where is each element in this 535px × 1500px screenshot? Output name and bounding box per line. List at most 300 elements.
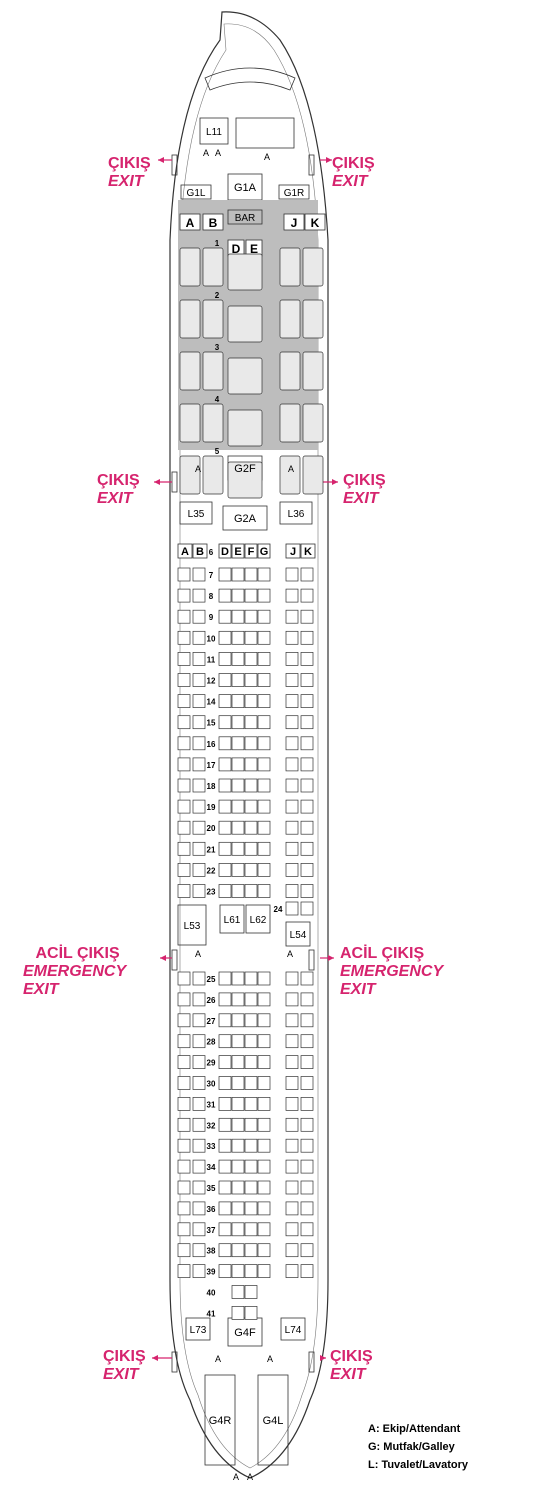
eco-row-35: 35 [206,1184,216,1193]
eco-seat-24-K [301,902,313,915]
galley-g2a-label: G2A [233,513,257,525]
eco-seat-7-c0 [219,568,231,581]
eco-seat-19-c3 [258,800,270,813]
arrow-rear-left-head [152,1355,158,1361]
eco-seat-23-c1 [232,885,244,898]
arrow-mid1-right-head [332,479,338,485]
eco-seat-19-A [178,800,190,813]
eco-seat-37-c3 [258,1223,270,1236]
exit-rear-left [103,1348,146,1384]
eco-seat-21-A [178,842,190,855]
exit-front-right-en: EXIT [332,173,368,190]
eco-seat-40-c0 [232,1286,244,1299]
eco-seat-21-J [286,842,298,855]
galley-g1l-label: G1L [186,188,206,199]
door-emergency-left [172,950,177,970]
eco-seat-26-K [301,993,313,1006]
eco-seat-35-K [301,1181,313,1194]
eco-row-16: 16 [206,739,216,749]
eco-seat-16-B [193,737,205,750]
arrow-emergency-right-head [328,955,334,961]
eco-seat-16-c1 [232,737,244,750]
eco-seat-31-c3 [258,1097,270,1110]
eco-seat-25-c0 [219,972,231,985]
eco-seat-21-c1 [232,842,244,855]
business-seat-2-0 [180,300,200,338]
eco-seat-25-c1 [232,972,244,985]
exit-front-left [108,155,151,191]
eco-seat-41-c0 [232,1306,244,1319]
eco-seat-20-J [286,821,298,834]
eco-seat-23-K [301,885,313,898]
eco-row-33: 33 [206,1142,216,1152]
bar-label: BAR [234,213,256,224]
eco-seat-12-J [286,674,298,687]
exit-rear-right-en: EXIT [330,1366,366,1383]
eco-row-11: 11 [206,655,216,665]
eco-seat-17-c0 [219,758,231,771]
eco-seat-12-c1 [232,674,244,687]
eco-seat-32-K [301,1118,313,1131]
eco-seat-32-c1 [232,1118,244,1131]
eco-seat-14-c0 [219,695,231,708]
eco-row-20: 20 [206,824,216,834]
eco-seat-20-c2 [245,821,257,834]
exit-mid1-right-en: EXIT [343,490,379,507]
business-letter-E: E [249,242,259,256]
eco-seat-11-K [301,652,313,665]
business-seat-1-0 [180,248,200,286]
eco-seat-16-c3 [258,737,270,750]
eco-seat-33-J [286,1139,298,1152]
eco-row-6: 6 [208,548,214,557]
eco-seat-31-K [301,1097,313,1110]
eco-row-17: 17 [206,760,216,770]
eco-seat-12-c2 [245,674,257,687]
eco-seat-35-A [178,1181,190,1194]
eco-seat-37-K [301,1223,313,1236]
lav-l61-label: L61 [223,915,241,926]
business-letter-B: B [208,216,218,230]
eco-seat-34-J [286,1160,298,1173]
eco-seat-38-c0 [219,1244,231,1257]
eco-row-36: 36 [206,1204,216,1214]
business-seat-2-2 [280,300,300,338]
eco-seat-24-J [286,902,298,915]
business-row-2: 2 [214,291,220,300]
eco-seat-9-J [286,610,298,623]
eco-seat-19-c1 [232,800,244,813]
legend-lavatory: L: Tuvalet/Lavatory [368,1459,469,1471]
business-seat-1-1 [203,248,223,286]
eco-seat-9-c2 [245,610,257,623]
lav-l53-label: L53 [183,921,201,932]
eco-seat-18-B [193,779,205,792]
eco-seat-21-c2 [245,842,257,855]
exit-mid1-left-en: EXIT [97,490,133,507]
eco-seat-21-K [301,842,313,855]
eco-seat-8-J [286,589,298,602]
eco-seat-22-c0 [219,863,231,876]
eco-seat-16-c2 [245,737,257,750]
arrow-front-left-head [158,157,164,163]
eco-seat-8-c2 [245,589,257,602]
eco-seat-10-c2 [245,631,257,644]
eco-row-37: 37 [206,1225,216,1235]
attendant-l11-b: A [214,148,222,158]
eco-seat-11-c1 [232,652,244,665]
eco-seat-29-A [178,1056,190,1069]
eco-seat-31-c2 [245,1097,257,1110]
eco-seat-33-c0 [219,1139,231,1152]
eco-seat-37-c2 [245,1223,257,1236]
eco-seat-34-A [178,1160,190,1173]
eco-seat-23-c3 [258,885,270,898]
eco-seat-8-B [193,589,205,602]
eco-seat-20-K [301,821,313,834]
lav-l35-label: L35 [187,509,205,520]
eco-seat-28-c0 [219,1035,231,1048]
business-seat-2-3 [303,300,323,338]
eco-seat-29-c2 [245,1056,257,1069]
exit-front-left-tr: ÇIKIŞ [108,155,151,172]
eco-seat-12-c3 [258,674,270,687]
legend-galley: G: Mutfak/Galley [368,1441,455,1453]
eco-seat-9-c3 [258,610,270,623]
business-seat-4-2 [280,404,300,442]
eco-seat-11-c2 [245,652,257,665]
eco-seat-12-A [178,674,190,687]
exit-emergency-right-en2: EXIT [340,981,376,998]
eco-seat-28-c1 [232,1035,244,1048]
eco-seat-38-A [178,1244,190,1257]
eco-seat-38-B [193,1244,205,1257]
eco-seat-35-c1 [232,1181,244,1194]
eco-seat-9-c0 [219,610,231,623]
eco-row-32: 32 [206,1121,216,1131]
eco-seat-31-J [286,1097,298,1110]
business-seat-1-2 [280,248,300,286]
eco-seat-14-B [193,695,205,708]
eco-seat-29-c3 [258,1056,270,1069]
eco-seat-22-c1 [232,863,244,876]
eco-seat-33-K [301,1139,313,1152]
exit-rear-right-tr: ÇIKIŞ [330,1348,373,1365]
business-seat-5-2 [280,456,300,494]
eco-row-39: 39 [206,1267,216,1277]
eco-seat-36-c3 [258,1202,270,1215]
eco-seat-30-c3 [258,1077,270,1090]
eco-seat-25-c2 [245,972,257,985]
eco-seat-7-K [301,568,313,581]
eco-seat-19-B [193,800,205,813]
eco-seat-39-B [193,1265,205,1278]
legend [368,1420,468,1474]
eco-seat-39-A [178,1265,190,1278]
eco-seat-25-B [193,972,205,985]
business-letter-D: D [231,242,241,256]
business-letter-A: A [185,216,195,230]
exit-front-right-tr: ÇIKIŞ [332,155,375,172]
eco-seat-33-c1 [232,1139,244,1152]
eco-seat-7-c2 [245,568,257,581]
door-mid1-left [172,472,177,492]
exit-mid1-right-tr: ÇIKIŞ [343,472,386,489]
eco-seat-17-B [193,758,205,771]
eco-seat-17-J [286,758,298,771]
legend-attendant: A: Ekip/Attendant [368,1423,461,1435]
eco-seat-15-K [301,716,313,729]
eco-seat-37-A [178,1223,190,1236]
cockpit-windows [205,68,295,90]
lav-l74-label: L74 [284,1325,302,1336]
eco-seat-8-c1 [232,589,244,602]
eco-seat-15-c3 [258,716,270,729]
attendant-g2f-right: A [287,464,295,474]
business-seat-3-2 [280,352,300,390]
eco-seat-7-J [286,568,298,581]
eco-seat-26-c3 [258,993,270,1006]
exit-mid1-left-tr: ÇIKIŞ [97,472,140,489]
eco-seat-14-K [301,695,313,708]
arrow-mid1-left-head [154,479,160,485]
attendant-g4l: A [266,1354,274,1364]
eco-seat-19-K [301,800,313,813]
eco-seat-22-c3 [258,863,270,876]
exit-emergency-right [340,945,443,999]
eco-seat-28-A [178,1035,190,1048]
eco-row-31: 31 [206,1100,216,1110]
lav-l11-label: L11 [206,127,222,138]
business-seat-center-3 [228,358,262,394]
business-seat-5-0 [180,456,200,494]
eco-seat-26-B [193,993,205,1006]
galley-g4l-label: G4L [262,1415,284,1427]
eco-seat-18-c0 [219,779,231,792]
business-seat-5-1 [203,456,223,494]
eco-seat-10-B [193,631,205,644]
eco-seat-20-c1 [232,821,244,834]
attendant-aft-a: A [232,1472,240,1482]
eco-seat-7-c3 [258,568,270,581]
eco-seat-22-A [178,863,190,876]
eco-seat-14-c1 [232,695,244,708]
eco-letter-A: A [181,546,189,558]
eco-seat-20-c0 [219,821,231,834]
eco-seat-17-c2 [245,758,257,771]
eco-row-41: 41 [206,1309,216,1319]
eco-seat-10-c1 [232,631,244,644]
eco-row-30: 30 [206,1079,216,1089]
eco-seat-27-J [286,1014,298,1027]
eco-seat-34-K [301,1160,313,1173]
attendant-l53: A [194,949,202,959]
attendant-l54: A [286,949,294,959]
eco-seat-30-c2 [245,1077,257,1090]
eco-seat-31-c1 [232,1097,244,1110]
eco-seat-15-c1 [232,716,244,729]
eco-seat-26-J [286,993,298,1006]
eco-seat-33-B [193,1139,205,1152]
eco-seat-27-c3 [258,1014,270,1027]
eco-seat-19-J [286,800,298,813]
eco-letter-J: J [289,546,297,558]
exit-emergency-right-tr: ACİL ÇIKIŞ [340,945,425,962]
eco-seat-36-A [178,1202,190,1215]
eco-seat-9-B [193,610,205,623]
exit-emergency-right-en: EMERGENCY [340,963,444,980]
eco-row-40: 40 [206,1288,216,1298]
exit-rear-right [330,1348,373,1384]
eco-seat-34-c3 [258,1160,270,1173]
galley-g4r-label: G4R [208,1415,232,1427]
eco-seat-10-A [178,631,190,644]
eco-seat-29-J [286,1056,298,1069]
exit-rear-left-tr: ÇIKIŞ [103,1348,146,1365]
eco-seat-34-c2 [245,1160,257,1173]
eco-seat-34-c0 [219,1160,231,1173]
eco-seat-19-c2 [245,800,257,813]
eco-seat-35-c0 [219,1181,231,1194]
eco-seat-11-A [178,652,190,665]
eco-seat-35-c3 [258,1181,270,1194]
eco-seat-15-c0 [219,716,231,729]
eco-row-9: 9 [208,613,214,623]
eco-seat-37-c0 [219,1223,231,1236]
eco-seat-10-J [286,631,298,644]
eco-seat-14-c3 [258,695,270,708]
eco-seat-32-A [178,1118,190,1131]
eco-seat-27-c1 [232,1014,244,1027]
eco-seat-37-B [193,1223,205,1236]
eco-seat-27-B [193,1014,205,1027]
eco-row-7: 7 [208,571,214,580]
eco-row-28: 28 [206,1037,216,1047]
exit-emergency-left-en: EMERGENCY [23,963,127,980]
eco-seat-8-A [178,589,190,602]
eco-seat-23-c0 [219,885,231,898]
business-seat-4-0 [180,404,200,442]
eco-row-8: 8 [208,592,214,602]
business-seat-4-3 [303,404,323,442]
attendant-front-center: A [263,152,271,162]
eco-seat-27-c2 [245,1014,257,1027]
eco-seat-7-A [178,568,190,581]
business-seat-3-1 [203,352,223,390]
business-seat-2-1 [203,300,223,338]
exit-emergency-left-en2: EXIT [23,981,59,998]
eco-seat-28-B [193,1035,205,1048]
eco-row-15: 15 [206,718,216,728]
eco-seat-22-J [286,863,298,876]
eco-seat-14-c2 [245,695,257,708]
eco-seat-17-A [178,758,190,771]
business-row-1: 1 [214,239,220,248]
eco-seat-29-c0 [219,1056,231,1069]
eco-seat-20-c3 [258,821,270,834]
attendant-g4r: A [214,1354,222,1364]
eco-seat-32-c0 [219,1118,231,1131]
eco-seat-7-B [193,568,205,581]
eco-row-25: 25 [206,975,216,984]
exit-mid1-right [343,472,386,508]
business-letter-K: K [310,216,320,230]
eco-seat-38-c1 [232,1244,244,1257]
business-seat-center-1 [228,254,262,290]
eco-seat-25-J [286,972,298,985]
eco-seat-34-B [193,1160,205,1173]
eco-seat-32-J [286,1118,298,1131]
eco-seat-32-c3 [258,1118,270,1131]
eco-seat-37-J [286,1223,298,1236]
eco-seat-26-c1 [232,993,244,1006]
business-seat-center-2 [228,306,262,342]
eco-seat-23-c2 [245,885,257,898]
eco-seat-23-B [193,885,205,898]
galley-g1r-label: G1R [283,188,305,199]
eco-letter-K: K [304,546,312,558]
eco-seat-18-J [286,779,298,792]
eco-seat-35-c2 [245,1181,257,1194]
lav-l73-label: L73 [189,1325,207,1336]
eco-seat-16-K [301,737,313,750]
eco-row-23: 23 [206,887,216,897]
exit-mid1-left [97,472,140,508]
eco-seat-38-K [301,1244,313,1257]
eco-seat-21-c0 [219,842,231,855]
eco-seat-9-K [301,610,313,623]
eco-seat-36-c2 [245,1202,257,1215]
eco-seat-10-c3 [258,631,270,644]
eco-seat-29-B [193,1056,205,1069]
eco-seat-15-A [178,716,190,729]
exit-front-left-en: EXIT [108,173,144,190]
eco-letter-D: D [221,546,229,558]
eco-seat-30-c0 [219,1077,231,1090]
eco-seat-36-K [301,1202,313,1215]
eco-seat-23-A [178,885,190,898]
business-seat-4-1 [203,404,223,442]
attendant-aft-b: A [246,1472,254,1482]
eco-seat-40-c1 [245,1286,257,1299]
eco-seat-38-c3 [258,1244,270,1257]
eco-seat-22-c2 [245,863,257,876]
lav-l54-label: L54 [289,930,307,941]
eco-row-12: 12 [206,676,216,686]
eco-seat-28-c3 [258,1035,270,1048]
eco-seat-33-c3 [258,1139,270,1152]
business-seat-5-3 [303,456,323,494]
eco-seat-9-A [178,610,190,623]
eco-seat-18-K [301,779,313,792]
eco-seat-17-K [301,758,313,771]
eco-seat-39-c3 [258,1265,270,1278]
eco-seat-15-J [286,716,298,729]
eco-seat-10-K [301,631,313,644]
eco-seat-16-J [286,737,298,750]
eco-seat-8-K [301,589,313,602]
eco-letter-E: E [234,546,242,558]
eco-row-10: 10 [206,634,216,644]
eco-seat-28-J [286,1035,298,1048]
eco-seat-20-B [193,821,205,834]
business-seat-1-3 [303,248,323,286]
eco-seat-35-J [286,1181,298,1194]
eco-letter-B: B [196,546,204,558]
eco-seat-31-B [193,1097,205,1110]
exit-emergency-left [23,945,126,999]
eco-seat-25-c3 [258,972,270,985]
